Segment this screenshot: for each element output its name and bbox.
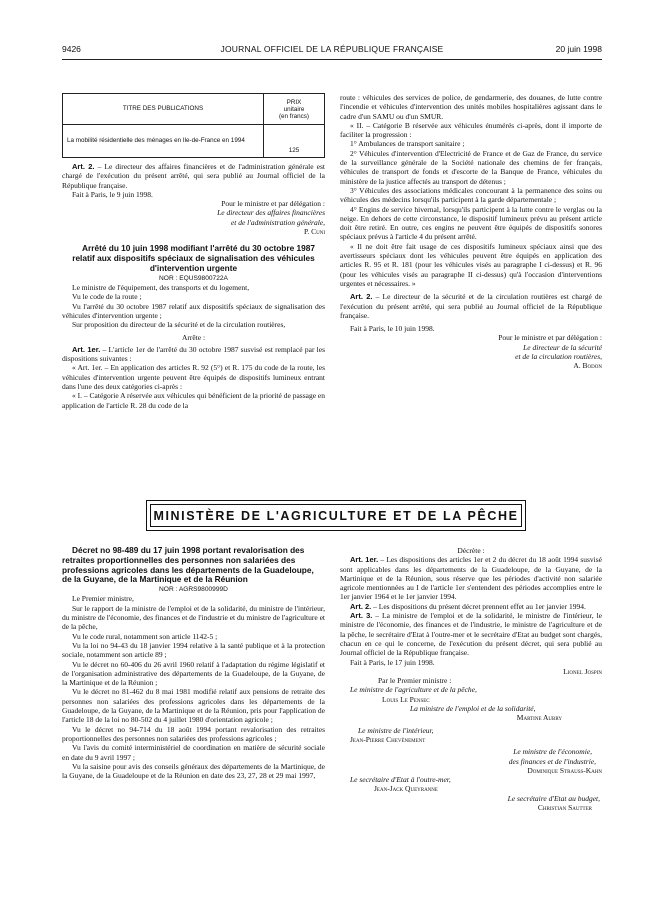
paragraph: Vu la saisine pour avis des conseils généraux des départements de la Martinique, de la Guyane, de la Guadeloupe et de la Réunion en date des 23, 27, 28 et 29 mai 1997, bbox=[62, 761, 325, 781]
article-text: – Les dispositions des articles 1er et 2 du décret du 18 août 1994 susvisé sont applicables dans les départements de la Guadeloupe, de la Guyane, de la Martinique et de la Réunion, sous réserve que les périodes d'activité non salariée agricole mentionnées au I de l'article 1er s'entendent des périodes accomplies entre le 1er janvier 1964 et le 1er janvier 1994. bbox=[340, 555, 602, 602]
article-2-paragraph bbox=[62, 162, 325, 190]
signatory-name: Louis Le Pensec bbox=[382, 694, 430, 704]
paragraph: route : véhicules des services de police, de gendarmerie, des douanes, de lutte contre l'incendie et véhicules d'intervention des unités mobiles hospitalières agissant dans le cadre d'un SAMU ou d'un SMUR. bbox=[340, 93, 602, 121]
signatory-title: Le directeur de la sécurité bbox=[523, 342, 602, 352]
signatory-name: Jean-Jack Queyranne bbox=[374, 784, 438, 794]
left-top-column bbox=[62, 93, 325, 410]
table-header-price bbox=[264, 94, 325, 125]
article-text: – Le directeur de la sécurité et de la circulation routières est chargé de l'exécution du présent arrêté, qui sera publié au Journal officiel de la République française. bbox=[340, 292, 602, 320]
signatory-name: A. Bodon bbox=[573, 361, 602, 371]
done-at: Fait à Paris, le 17 juin 1998. bbox=[350, 657, 435, 667]
paragraph: Sur proposition du directeur de la sécurité et de la circulation routières, bbox=[72, 320, 286, 330]
signatory-title: Le ministre de l'économie, bbox=[513, 747, 592, 757]
paragraph: Vu l'arrêté du 30 octobre 1987 relatif aux dispositifs spéciaux de signalisation des véhicules d'intervention urgente ; bbox=[62, 301, 325, 320]
table-header-title: TITRE DES PUBLICATIONS bbox=[63, 94, 264, 125]
signatory-title: Le ministre de l'intérieur, bbox=[358, 725, 434, 735]
delegation: Pour le ministre et par délégation : bbox=[221, 199, 325, 209]
price-header-line: PRIX bbox=[286, 98, 302, 106]
price-header-line: unitaire bbox=[283, 105, 305, 113]
article-label: Art. 1er. bbox=[72, 344, 101, 354]
signatory-title: Le secrétaire d'Etat à l'outre-mer, bbox=[350, 775, 451, 785]
paragraph: Vu le décret no 60-406 du 26 avril 1960 relatif à l'adaptation du régime législatif et de l'organisation administrative des départements de la Guadeloupe, de la Guyane, de la Martinique et de la Réunion ; bbox=[62, 659, 325, 688]
signatory-title: Le directeur des affaires financières bbox=[217, 208, 325, 218]
article-text: – La ministre de l'emploi et de la solidarité, le ministre de l'intérieur, le ministre de l'économie, des finances et de l'industrie, le ministre de l'agriculture et de la pêche, le secrétaire d'Etat à l'outre-mer et le secrétaire d'Etat au budget sont chargés, chacun en ce qui le concerne, de l'exécution du présent décret, qui sera publié au Journal officiel de la République française. bbox=[340, 611, 602, 658]
signatory-name: P. Cuni bbox=[304, 227, 325, 237]
signatory-title: Le ministre de l'agriculture et de la pêche, bbox=[350, 685, 477, 695]
arrete-title: Arrêté du 10 juin 1998 modifiant l'arrêté du 30 octobre 1987 relatif aux dispositifs spéciaux de signalisation des véhicules d'intervention urgente bbox=[72, 243, 315, 273]
decrete-label: Décrète : bbox=[457, 546, 485, 555]
page-number: 9426 bbox=[62, 44, 81, 54]
ministry-title: MINISTÈRE DE L'AGRICULTURE ET DE LA PÊCHE bbox=[153, 508, 519, 523]
paragraph: Le Premier ministre, bbox=[72, 594, 134, 604]
article-3-paragraph bbox=[340, 611, 602, 657]
paragraph: Vu l'avis du comité interministériel de coordination en matière de sécurité sociale en date du 9 avril 1997 ; bbox=[62, 743, 325, 762]
article-2-paragraph bbox=[340, 292, 602, 320]
done-at: Fait à Paris, le 10 juin 1998. bbox=[350, 324, 435, 334]
signatory-title: La ministre de l'emploi et de la solidarité, bbox=[410, 704, 536, 714]
nor-reference: NOR : AGRS9800999D bbox=[159, 586, 228, 594]
right-top-column bbox=[340, 93, 602, 371]
paragraph: 3° Véhicules des associations médicales concourant à la permanence des soins ou véhicules des médecins lorsqu'ils participent à la garde départementale ; bbox=[340, 185, 602, 205]
publication-table bbox=[62, 93, 325, 158]
decret-title: Décret no 98-489 du 17 juin 1998 portant revalorisation des retraites proportionnelles des personnes non salariées des professions agricoles dans les départements de la Guadeloupe, de la Guyane, de la Martinique et de la Réunion bbox=[62, 545, 314, 585]
paragraph: Vu le code rural, notamment son article 1142-5 ; bbox=[72, 631, 218, 641]
paragraph: 1° Ambulances de transport sanitaire ; bbox=[350, 139, 465, 149]
signatory-title: des finances et de l'industrie, bbox=[508, 756, 596, 766]
paragraph: Sur le rapport de la ministre de l'emploi et de la solidarité, du ministre de l'intérieur, du ministre de l'économie, des finances et de l'industrie et du ministre de l'agriculture et de la pêche, bbox=[62, 603, 325, 632]
article-label: Art. 2. bbox=[350, 292, 373, 302]
paragraph: Vu le code de la route ; bbox=[72, 292, 142, 302]
left-bottom-column bbox=[62, 546, 325, 780]
signatory-name: Jean-Pierre Chevènement bbox=[350, 734, 426, 744]
ministry-banner bbox=[150, 504, 522, 527]
arrete-label: Arrête : bbox=[181, 332, 206, 342]
price-header-line: (en francs) bbox=[278, 112, 310, 120]
signatory-name: Lionel Jospin bbox=[563, 666, 602, 676]
article-1-paragraph bbox=[340, 555, 602, 601]
signatory-name: Martine Aubry bbox=[516, 713, 562, 723]
signatory-name: Christian Sautter bbox=[537, 803, 592, 813]
done-at: Fait à Paris, le 9 juin 1998. bbox=[72, 189, 153, 199]
signatory-title: et de la circulation routières, bbox=[515, 352, 602, 362]
table-row-title: La mobilité résidentielle des ménages en Ile-de-France en 1994 bbox=[63, 125, 264, 158]
signatory-name: Dominique Strauss-Kahn bbox=[527, 765, 602, 775]
article-label: Art. 3. bbox=[350, 611, 373, 621]
header-rule bbox=[62, 59, 602, 60]
right-bottom-column bbox=[340, 546, 602, 812]
article-text: – Les dispositions du présent décret prennent effet au 1er janvier 1994. bbox=[371, 601, 586, 611]
journal-title: JOURNAL OFFICIEL DE LA RÉPUBLIQUE FRANÇAISE bbox=[220, 44, 444, 54]
by-pm: Par le Premier ministre : bbox=[378, 676, 452, 686]
nor-reference: NOR : EQUS9800722A bbox=[159, 274, 228, 282]
issue-date: 20 juin 1998 bbox=[555, 44, 602, 54]
quote-paragraph: « I. – Catégorie A réservée aux véhicules qui bénéficient de la priorité de passage en application de l'article R. 28 du code de la bbox=[62, 391, 325, 410]
article-1-paragraph bbox=[62, 345, 325, 364]
paragraph: 2° Véhicules d'intervention d'Electricité de France et de Gaz de France, du service de la surveillance générale de la Société nationale des chemins de fer français, véhicules de transport de fonds et d'escorte de la Banque de France, véhicules du ministère de la justice affectés au transport de détenus ; bbox=[340, 148, 602, 186]
paragraph: 4° Engins de service hivernal, lorsqu'ils participent à la lutte contre le verglas ou la neige. En dehors de cette circonstance, le dispositif lumineux prévu au présent article doit être retiré. En outre, ces engins ne peuvent être équipés de dispositifs sonores spéciaux prévus à l'article 4 du présent arrêté. bbox=[340, 204, 602, 242]
paragraph: Vu le décret no 81-462 du 8 mai 1981 modifié relatif aux pensions de retraite des personnes non salariées des professions agricoles dans les départements de la Guadeloupe, de la Guyane, de la Martinique et de la Réunion, pris pour l'application de l'article 18 de la loi no 80-502 du 4 juillet 1980 d'orientation agricole ; bbox=[62, 687, 325, 725]
paragraph: « II. – Catégorie B réservée aux véhicules énumérés ci-après, dont il importe de faciliter la progression : bbox=[340, 120, 602, 140]
paragraph: Vu la loi no 94-43 du 18 janvier 1994 relative à la santé publique et à la protection sociale, notamment son article 89 ; bbox=[62, 640, 325, 660]
signatory-title: Le secrétaire d'Etat au budget, bbox=[507, 793, 600, 803]
article-text: – L'article 1er de l'arrêté du 30 octobre 1987 susvisé est remplacé par les dispositions suivantes : bbox=[62, 344, 325, 364]
quote-paragraph: « Art. 1er. – En application des articles R. 92 (5°) et R. 175 du code de la route, les véhicules d'intervention urgente peuvent être équipés de dispositifs lumineux entrant dans l'une des deux catégories ci-après : bbox=[62, 363, 325, 392]
paragraph: Le ministre de l'équipement, des transports et du logement, bbox=[72, 283, 250, 293]
delegation: Pour le ministre et par délégation : bbox=[498, 333, 602, 343]
signatory-title: et de l'administration générale, bbox=[230, 217, 325, 227]
article-2-paragraph bbox=[340, 602, 602, 611]
table-row-price: 125 bbox=[264, 125, 325, 158]
article-label: Art. 2. bbox=[72, 162, 95, 171]
page-header bbox=[62, 44, 602, 58]
article-label: Art. 2. bbox=[350, 601, 372, 611]
paragraph: Vu le décret no 94-714 du 18 août 1994 portant revalorisation des retraites proportionnelles des personnes non salariées des professions agricoles ; bbox=[62, 724, 325, 743]
article-label: Art. 1er. bbox=[350, 555, 379, 565]
paragraph: « Il ne doit être fait usage de ces dispositifs lumineux spéciaux ainsi que des avertisseurs spéciaux dont les véhicules peuvent être équipés en application des articles R. 95 et R. 181 (pour les véhicules visés au paragraphe I ci-dessus) et R. 96 (pour les véhicules visés au paragraphe II ci-dessus) qu'à l'occasion d'interventions urgentes et nécessaires. » bbox=[340, 241, 602, 288]
article-text: – Le directeur des affaires financières et de l'administration générale est chargé de l'exécution du présent arrêté, qui sera publié au Journal officiel de la République française. bbox=[62, 162, 326, 190]
